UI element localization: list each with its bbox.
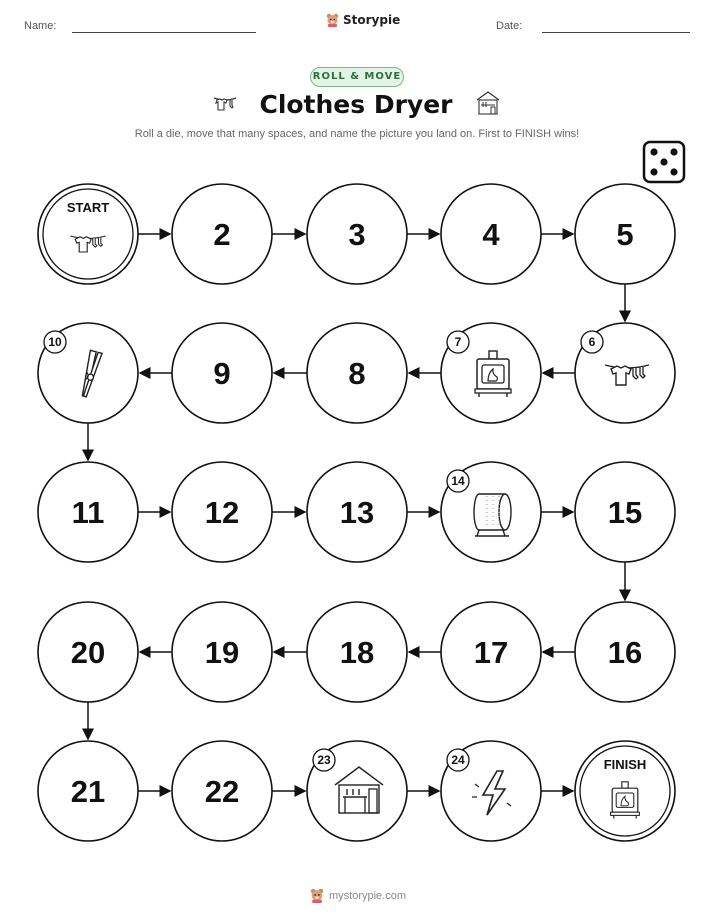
dryer-drum-icon: [474, 494, 511, 536]
title-text: Clothes Dryer: [259, 90, 453, 119]
instructions: Roll a die, move that many spaces, and name the picture you land on. First to FINISH wins!: [134, 128, 580, 140]
board-space-1[interactable]: [38, 184, 138, 284]
board-space-13[interactable]: [307, 462, 407, 562]
finish-label: FINISH: [603, 757, 647, 772]
board-space-8[interactable]: [307, 323, 407, 423]
die-icon[interactable]: [644, 142, 684, 182]
space-number: 11: [71, 495, 105, 530]
board-space-12[interactable]: [172, 462, 272, 562]
footer: [310, 888, 406, 903]
start-label: START: [66, 200, 110, 215]
space-number: 24: [451, 753, 465, 767]
space-number: 8: [348, 356, 366, 391]
board-space-20[interactable]: [38, 602, 138, 702]
space-number: 5: [616, 217, 634, 252]
board-space-18[interactable]: [307, 602, 407, 702]
date-label: Date:: [496, 20, 523, 32]
board-space-17[interactable]: [441, 602, 541, 702]
space-number: 18: [339, 635, 375, 670]
board-space-2[interactable]: [172, 184, 272, 284]
board-space-11[interactable]: [38, 462, 138, 562]
board-space-6[interactable]: [575, 323, 675, 423]
space-number: 19: [204, 635, 240, 670]
board-space-22[interactable]: [172, 741, 272, 841]
space-number: 13: [339, 495, 375, 530]
space-number: 23: [317, 753, 331, 767]
board-space-4[interactable]: [441, 184, 541, 284]
board-space-21[interactable]: [38, 741, 138, 841]
brand-name: Storypie: [343, 13, 401, 27]
bear-icon: [310, 888, 324, 903]
board-space-5[interactable]: [575, 184, 675, 284]
activity-badge: ROLL & MOVE: [310, 67, 404, 87]
space-number: 4: [482, 217, 500, 252]
space-number: 17: [473, 635, 509, 670]
space-number: 14: [451, 474, 465, 488]
board-space-23[interactable]: [307, 741, 407, 841]
board-space-25[interactable]: [575, 741, 675, 841]
space-number: 7: [454, 335, 462, 349]
space-number: 15: [607, 495, 643, 530]
board-space-19[interactable]: [172, 602, 272, 702]
space-number: 16: [607, 635, 643, 670]
board-space-14[interactable]: [441, 462, 541, 562]
space-number: 6: [588, 335, 596, 349]
board-space-3[interactable]: [307, 184, 407, 284]
space-number: 12: [204, 495, 240, 530]
space-number: 9: [213, 356, 231, 391]
board-space-10[interactable]: [38, 323, 138, 423]
board-space-16[interactable]: [575, 602, 675, 702]
space-number: 20: [70, 635, 106, 670]
name-label: Name:: [24, 20, 57, 32]
space-number: 10: [48, 335, 62, 349]
space-number: 21: [70, 774, 106, 809]
footer-url[interactable]: mystorypie.com: [329, 889, 407, 902]
space-number: 2: [213, 217, 231, 252]
space-number: 3: [348, 217, 366, 252]
board-space-7[interactable]: [441, 323, 541, 423]
board-space-9[interactable]: [172, 323, 272, 423]
board-space-24[interactable]: [441, 741, 541, 841]
space-number: 22: [204, 774, 240, 809]
board-space-15[interactable]: [575, 462, 675, 562]
